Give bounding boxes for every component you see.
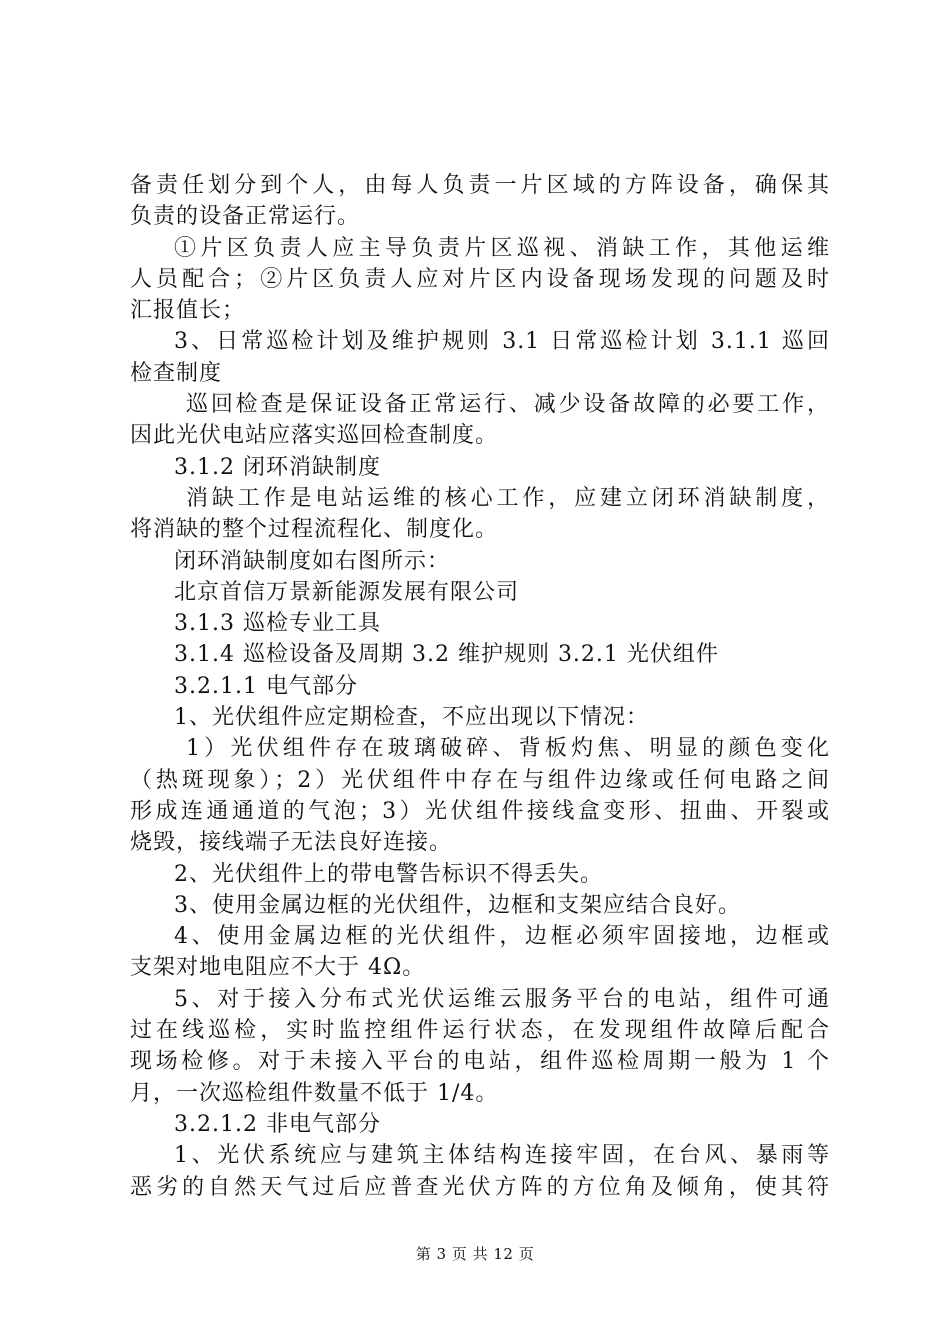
text-line: 负责的设备正常运行。 (130, 204, 361, 230)
text-line: 闭环消缺制度如右图所示： (174, 548, 451, 574)
text-line: 2、光伏组件上的带电警告标识不得丢失。 (174, 861, 603, 887)
text-line: 支架对地电阻应不大于 4Ω。 (130, 955, 426, 981)
document-body (130, 170, 830, 1203)
text-line: 3.2.1.2 非电气部分 (174, 1111, 381, 1137)
text-line: 因此光伏电站应落实巡回检查制度。 (130, 423, 499, 449)
text-line: 3.1.4 巡检设备及周期 3.2 维护规则 3.2.1 光伏组件 (174, 642, 719, 668)
text-line: 巡回检查是保证设备正常运行、减少设备故障的必要工作， (186, 392, 830, 418)
text-line: 烧毁，接线端子无法良好连接。 (130, 830, 453, 856)
text-line: 现场检修。对于未接入平台的电站，组件巡检周期一般为 1 个 (130, 1049, 830, 1075)
text-line: 4、使用金属边框的光伏组件，边框必须牢固接地，边框或 (174, 924, 830, 950)
text-line: 3、日常巡检计划及维护规则 3.1 日常巡检计划 3.1.1 巡回 (174, 329, 830, 355)
text-line: ①片区负责人应主导负责片区巡视、消缺工作，其他运维 (174, 235, 830, 261)
text-line: （热斑现象）；2）光伏组件中存在与组件边缘或任何电路之间 (130, 767, 830, 793)
text-line: 1、光伏系统应与建筑主体结构连接牢固，在台风、暴雨等 (174, 1143, 830, 1169)
text-line: 月，一次巡检组件数量不低于 1/4。 (130, 1080, 499, 1106)
text-line: 3、使用金属边框的光伏组件，边框和支架应结合良好。 (174, 892, 741, 918)
text-line: 1、光伏组件应定期检查，不应出现以下情况： (174, 705, 649, 731)
text-line: 形成连通通道的气泡；3）光伏组件接线盒变形、扭曲、开裂或 (130, 798, 830, 824)
page-footer: 第 3 页 共 12 页 (415, 1245, 535, 1263)
text-line: 5、对于接入分布式光伏运维云服务平台的电站，组件可通 (174, 986, 830, 1012)
text-line: 3.1.2 闭环消缺制度 (174, 454, 381, 480)
text-line: 检查制度 (130, 360, 223, 386)
text-line: 1）光伏组件存在玻璃破碎、背板灼焦、明显的颜色变化 (186, 736, 830, 762)
text-line: 备责任划分到个人，由每人负责一片区域的方阵设备，确保其 (130, 173, 830, 198)
text-line: 汇报值长； (130, 298, 246, 324)
text-line: 过在线巡检，实时监控组件运行状态，在发现组件故障后配合 (130, 1018, 830, 1044)
text-line: 恶劣的自然天气过后应普查光伏方阵的方位角及倾角，使其符 (130, 1174, 830, 1200)
text-line: 北京首信万景新能源发展有限公司 (174, 579, 520, 605)
text-line: 将消缺的整个过程流程化、制度化。 (130, 517, 499, 543)
text-line: 消缺工作是电站运维的核心工作，应建立闭环消缺制度， (186, 485, 830, 511)
text-line: 3.1.3 巡检专业工具 (174, 611, 381, 637)
text-line: 人员配合；②片区负责人应对片区内设备现场发现的问题及时 (130, 266, 830, 292)
text-line: 3.2.1.1 电气部分 (174, 673, 358, 699)
